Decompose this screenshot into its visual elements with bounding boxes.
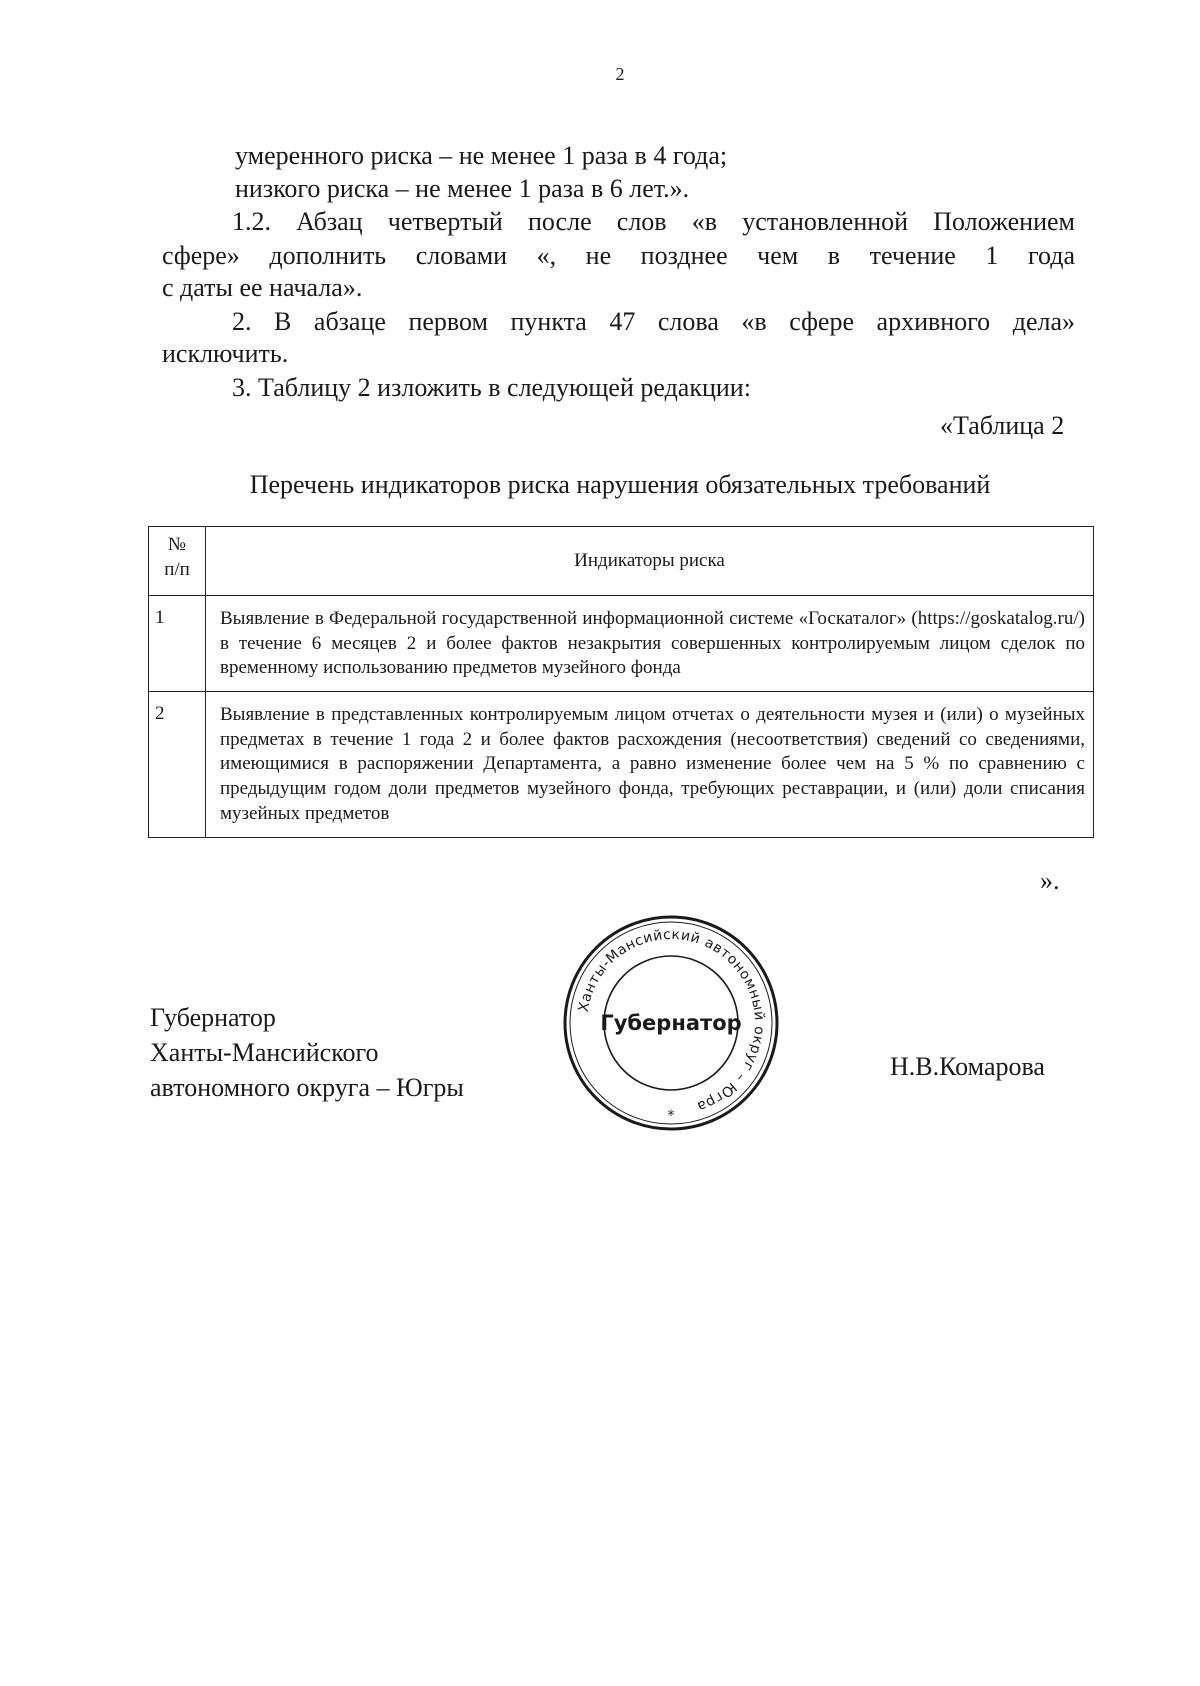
paragraph-1-2-line-3: с даты ее начала». <box>162 273 363 302</box>
table-title: Перечень индикаторов риска нарушения обязательных требований <box>249 470 991 499</box>
table-header-row <box>149 527 1094 596</box>
signature-title-line-3: автономного округа – Югры <box>150 1073 464 1103</box>
row-indicator-text: Выявление в Федеральной государственной информационной системе «Госкаталог» (https://goskatalog.ru/) в течение 6 месяцев 2 и более фактов незакрытия совершенных контролируемым лицом сделок по временному использованию предметов музейного фонда <box>206 596 1094 692</box>
header-number-cell <box>149 527 206 596</box>
row-number: 2 <box>149 692 206 837</box>
page-number: 2 <box>615 64 625 84</box>
table-row <box>149 596 1094 692</box>
header-indicators-cell: Индикаторы риска <box>206 527 1094 596</box>
seal-center-text: Губернатор <box>600 1011 742 1035</box>
paragraph-2-line-2: исключить. <box>162 339 289 368</box>
row-number: 1 <box>149 596 206 692</box>
paragraph-2-line-1: 2. В абзаце первом пункта 47 слова «в сфере архивного дела» <box>232 307 1075 336</box>
seal-star-icon: * <box>667 1108 675 1124</box>
signatory-name: Н.В.Комарова <box>890 1052 1045 1081</box>
header-number-symbol: № <box>167 534 187 555</box>
paragraph-1-2-line-2: сфере» дополнить словами «, не позднее чем в течение 1 года <box>162 241 1075 270</box>
paragraph-3: 3. Таблицу 2 изложить в следующей редакции: <box>232 373 751 402</box>
risk-indicators-table <box>148 526 1094 838</box>
official-seal-stamp <box>560 912 782 1134</box>
row-indicator-text: Выявление в представленных контролируемым лицом отчетах о деятельности музея и (или) о музейных предметах в течение 1 года 2 и более фактов расхождения (несоответствия) сведений со сведениями, имеющимися в распоряжении Департамента, а равно изменение более чем на 5 % по сравнению с предыдущим годом доли предметов музейного фонда, требующих реставрации, и (или) доли списания музейных предметов <box>206 692 1094 837</box>
closing-quote: ». <box>1040 866 1060 895</box>
seal-ring-text: Ханты-Мансийский автономный округ – Югра <box>575 926 768 1115</box>
signature-title-block <box>150 1000 464 1105</box>
text-line-moderate-risk: умеренного риска – не менее 1 раза в 4 года; <box>235 141 728 170</box>
signature-title-line-2: Ханты-Мансийского <box>150 1038 379 1068</box>
paragraph-1-2-line-1: 1.2. Абзац четвертый после слов «в установленной Положением <box>232 207 1075 236</box>
text-line-low-risk: низкого риска – не менее 1 раза в 6 лет.». <box>235 174 690 203</box>
table-label: «Таблица 2 <box>940 411 1065 440</box>
header-number-abbrev: п/п <box>164 558 190 580</box>
signature-title-line-1: Губернатор <box>150 1003 276 1032</box>
table-row <box>149 692 1094 837</box>
